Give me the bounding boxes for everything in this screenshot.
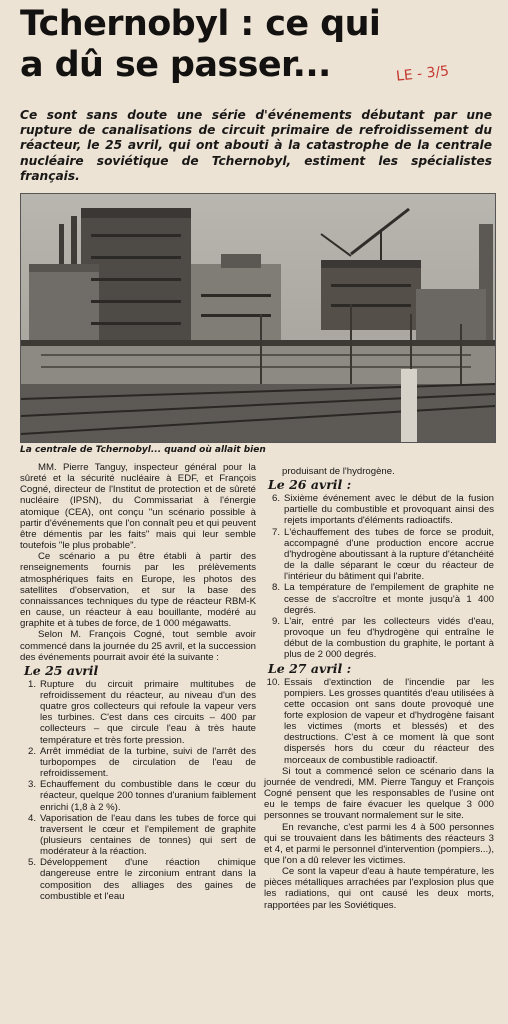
intro-paragraph: MM. Pierre Tanguy, inspecteur général pour la sûreté et la sécurité nucléaire à EDF, et François Cogné, directeur de l'Institut de protection et de sûreté nucléaire (IPSN), du Commissariat à l'énergie atomique (CEA), ont conçu "un scénario possible à partir d'événements que l'on connaît peu et qui peuvent être démentis par les faits" mais qui leur semble toutefois "le plus probable". [20,462,256,552]
event-item: 10. Essais d'extinction de l'incendie par les pompiers. Les grosses quantités d'eau utilisées à cette occasion ont sans doute provoqué une forte explosion de vapeur et d'hydrogène faisant les victimes (morts et blessés) et des destructions. C'est à ce moment là que sont dispersés hors du cœur du réacteur des morceaux de combustible radioactif. [266,676,494,766]
event-item: 9. L'air, entré par les collecteurs vidés d'eau, provoque un feu d'hydrogène qui entraîne le début de la combustion du graphite, le portant à plus de 2 000 degrés. [271,615,494,661]
article-lead: Ce sont sans doute une série d'événements débutant par une rupture de canalisations de circuit primaire de refroidissement du réacteur, le 25 avril, qui ont abouti à la catastrophe de la centrale nucléaire soviétique de Tchernobyl, estiment les spécialistes français. [20,108,492,183]
left-column [20,462,256,902]
heading-27-april: Le 27 avril : [268,660,352,676]
event-item: 5. Développement d'une réaction chimique dangereuse entre le zirconium entrant dans la composition des alliages des gaines de combustible et l'eau [27,857,256,902]
handwritten-note: LE - 3/5 [395,63,450,85]
heading-25-april: Le 25 avril [24,662,99,678]
heading-26-april: Le 26 avril : [268,477,352,493]
intro-paragraph: Selon M. François Cogné, tout semble avoir commencé dans la journée du 25 avril, et la succession des événements pourrait avoir été la suivante : [20,629,256,663]
power-plant-photo [20,193,496,443]
photo-caption: La centrale de Tchernobyl... quand où allait bien [20,445,266,455]
event-item: 6. Sixième événement avec le début de la fusion partielle du combustible et provoquant ainsi des rejets importants d'éléments radioactifs. [271,493,494,527]
title-line-2: a dû se passer... [20,45,331,85]
continued-text: produisant de l'hydrogène. [282,466,395,477]
title-line-1: Tchernobyl : ce qui [20,4,381,44]
event-item: 2. Arrêt immédiat de la turbine, suivi de l'arrêt des turbopompes de circulation de l'eau de refroidissement. [27,745,256,780]
right-column [264,466,494,911]
power-plant-photo-illustration [21,194,495,442]
event-item: 4. Vaporisation de l'eau dans les tubes de force qui traversent le cœur et l'empilement de graphite (plusieurs centaines de tonnes) qui sert de modérateur à la réaction. [27,812,256,858]
event-item: 3. Echauffement du combustible dans le cœur du réacteur, quelque 200 tonnes d'uranium faiblement enrichi (1,8 à 2 %). [27,779,256,813]
event-item: 1. Rupture du circuit primaire multitubes de refroidissement du réacteur, au niveau d'un des quatre gros collecteurs qui refoule la vapeur vers les turbines. C'est dans ces circuits – 400 par collecteurs – que circule l'eau à très haute température et très forte pression. [27,678,256,746]
event-item: 8. La température de l'empilement de graphite ne cesse de s'accroître et monte jusqu'à 1 400 degrés. [271,582,494,616]
closing-paragraph: Si tout a commencé selon ce scénario dans la journée de vendredi, MM. Pierre Tanguy et François Cogné pensent que les responsables de l'usine ont eu le temps de faire évacuer les quelque 3 000 personnes se trouvant normalement sur le site. [264,765,494,822]
event-item: 7. L'échauffement des tubes de force se produit, accompagné d'une production encore accrue d'hydrogène aboutissant à la rupture d'étanchéité de la dalle séparant le cœur du réacteur de l'intérieur du bâtiment qui l'abrite. [271,526,494,583]
intro-paragraph: Ce scénario a pu être établi à partir des renseignements fournis par les prélèvements atmosphériques faits en Europe, les photos des satellites d'observation, et sur la base des connaissances techniques du type de réacteur RBM-K en cause, un réacteur à eau bouillante, modéré au graphite et à tubes de force, de 1 000 mégawatts. [20,551,256,630]
closing-paragraph: Ce sont la vapeur d'eau à haute température, les pièces métalliques arrachées par l'explosion plus que les radiations, qui ont causé les deux morts, rapportées par les Soviétiques. [264,866,494,911]
closing-paragraph: En revanche, c'est parmi les 4 à 500 personnes qui se trouvaient dans les bâtiments des réacteurs 3 et 4, et parmi le personnel d'intervention (pompiers...), que l'on a dû relever les victimes. [264,821,494,866]
